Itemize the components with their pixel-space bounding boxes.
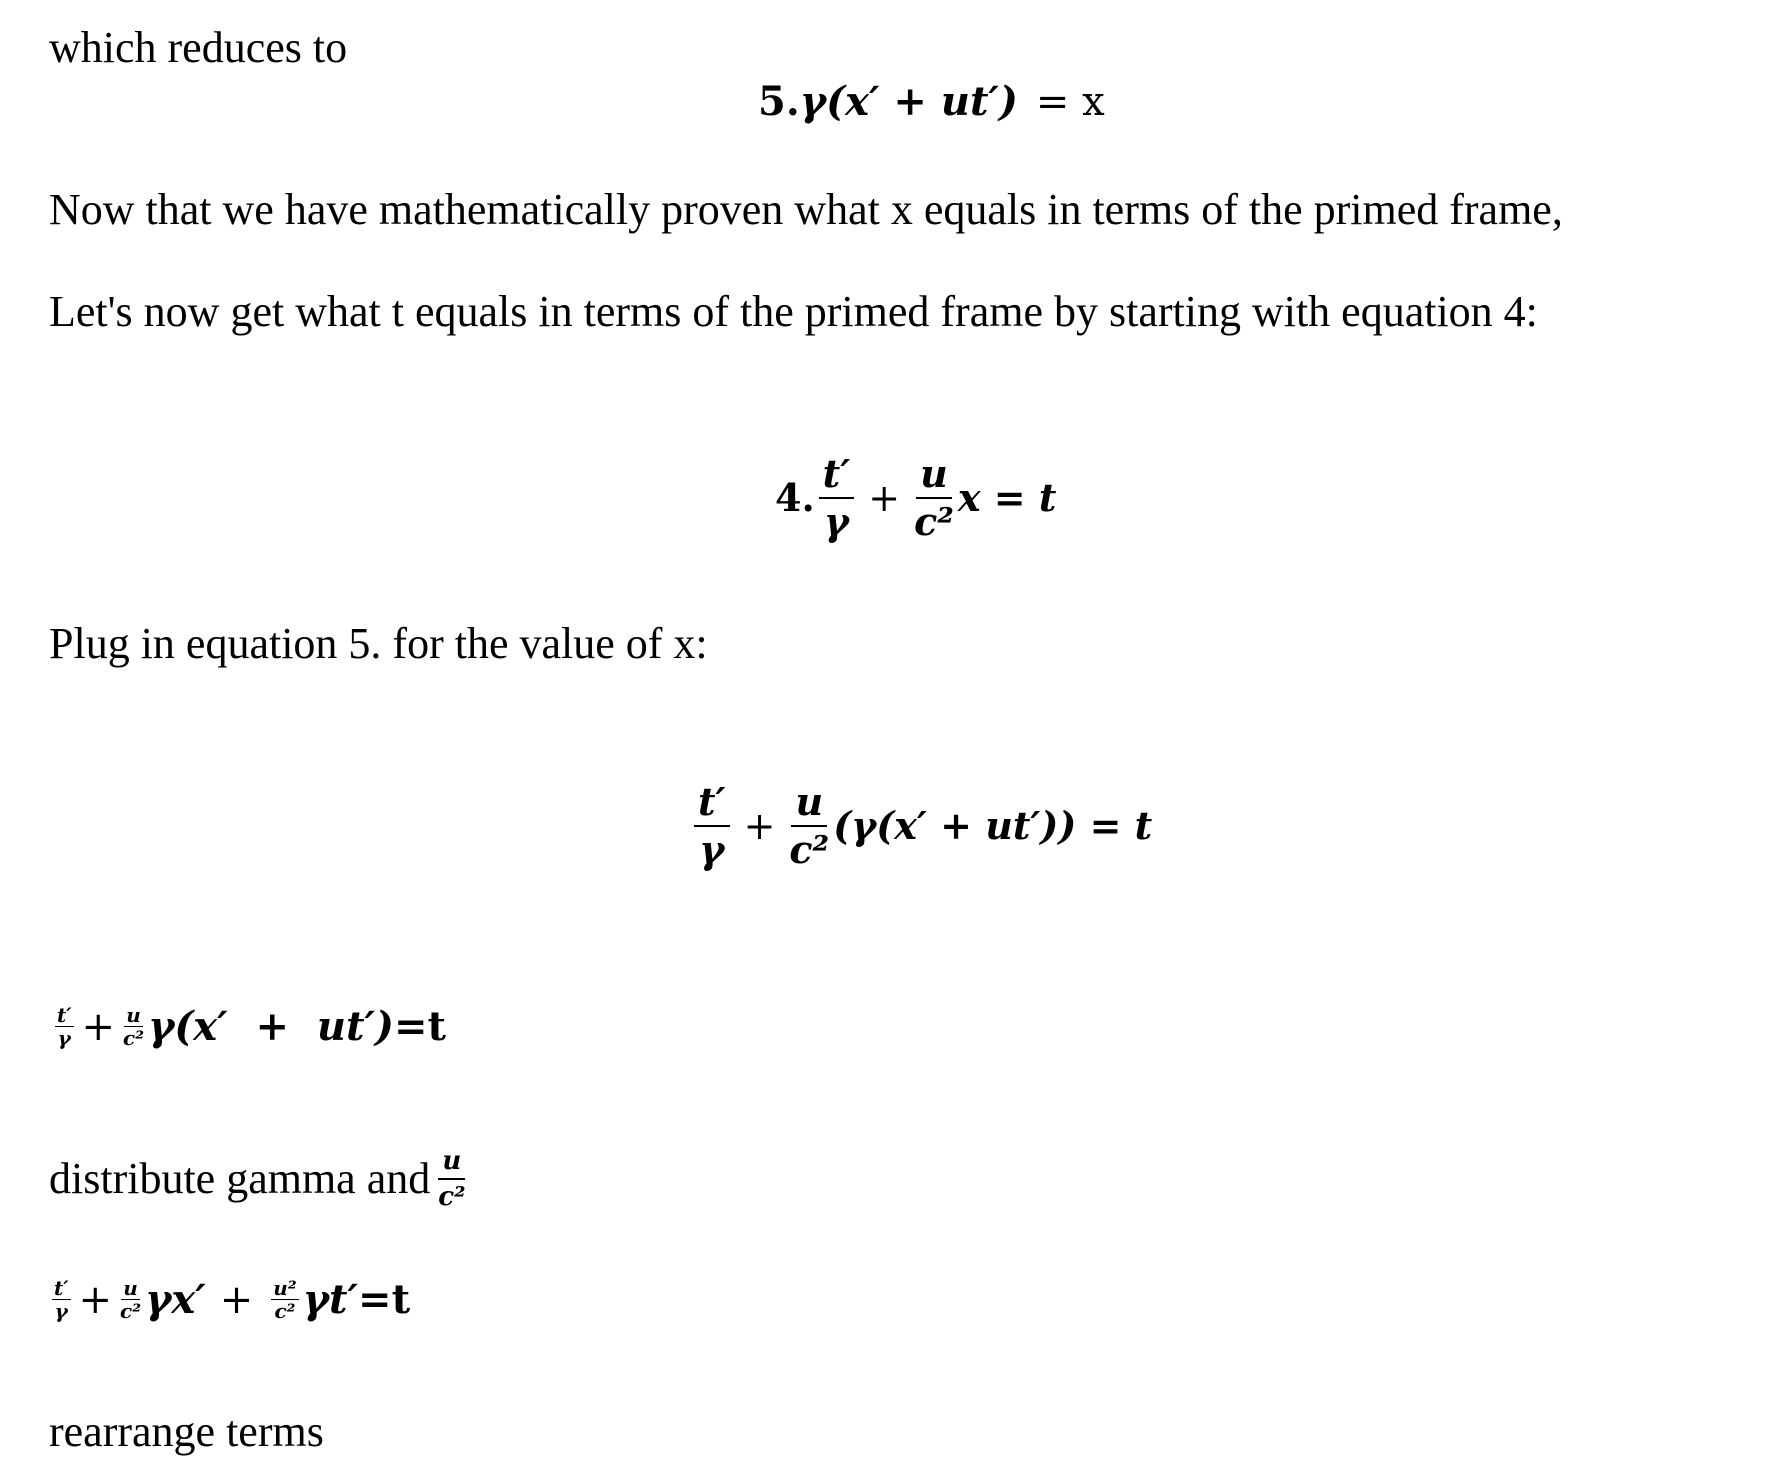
numerator: u <box>123 1276 138 1300</box>
equation-label: 4. <box>775 475 815 520</box>
denominator: c² <box>274 1299 296 1323</box>
text-plug-in: Plug in equation 5. for the value of x: <box>49 619 708 668</box>
denominator: γ <box>54 1299 68 1323</box>
denominator: c² <box>914 499 954 544</box>
numerator: u <box>438 1148 465 1180</box>
equation-substituted <box>690 779 1153 872</box>
numerator: u <box>916 455 952 499</box>
plus-sign: + <box>78 1276 113 1323</box>
text-which-reduces: which reduces to <box>49 23 348 72</box>
text-now-that: Now that we have mathematically proven what x equals in terms of the primed frame, <box>49 185 1563 234</box>
numerator: u <box>126 1003 141 1027</box>
fraction <box>694 779 730 872</box>
numerator: t′ <box>54 1276 69 1300</box>
equation-rhs: = x <box>1035 79 1105 125</box>
fraction <box>52 1278 71 1321</box>
equation-lhs: γ(x′ + ut′) <box>799 78 1018 125</box>
denominator: c² <box>123 1026 144 1050</box>
equation-rest: γt′ <box>302 1275 359 1323</box>
numerator: t′ <box>819 455 855 499</box>
fraction <box>914 451 954 544</box>
plus-sign: + <box>743 804 776 848</box>
equation-rhs: =t <box>393 1002 446 1050</box>
text-rearrange: rearrange terms <box>49 1407 324 1456</box>
equation-5 <box>758 78 1105 125</box>
denominator: c² <box>438 1182 466 1212</box>
fraction <box>120 1278 141 1321</box>
denominator: γ <box>823 499 849 544</box>
equation-label: 5. <box>758 78 800 125</box>
equation-step1 <box>51 1002 446 1050</box>
fraction <box>789 779 830 872</box>
plus-sign: + <box>219 1276 254 1323</box>
fraction <box>271 1278 298 1321</box>
denominator: γ <box>57 1026 71 1050</box>
fraction <box>55 1005 74 1048</box>
distribute-fraction <box>430 1148 469 1210</box>
text-distribute <box>49 1148 469 1210</box>
numerator: u <box>791 783 827 827</box>
fraction <box>123 1005 144 1048</box>
plus-sign: + <box>81 1003 116 1050</box>
plus-sign: + <box>868 476 901 520</box>
denominator: γ <box>699 827 725 872</box>
denominator: c² <box>789 827 830 872</box>
equation-rest: x = t <box>957 475 1057 520</box>
numerator: u² <box>273 1276 297 1300</box>
text-lets-now: Let's now get what t equals in terms of the primed frame by starting with equation 4: <box>49 287 1538 336</box>
fraction <box>819 451 855 544</box>
distribute-label: distribute gamma and <box>49 1154 431 1203</box>
equation-rest: γ(x′ + ut′) <box>147 1002 394 1050</box>
equation-mid: γx′ <box>144 1275 206 1323</box>
numerator: t′ <box>57 1003 72 1027</box>
numerator: t′ <box>694 783 730 827</box>
equation-rhs: =t <box>358 1275 411 1323</box>
equation-4 <box>775 451 1057 544</box>
equation-step2 <box>48 1275 411 1323</box>
equation-rest: (γ(x′ + ut′)) = t <box>833 803 1153 848</box>
denominator: c² <box>120 1299 141 1323</box>
